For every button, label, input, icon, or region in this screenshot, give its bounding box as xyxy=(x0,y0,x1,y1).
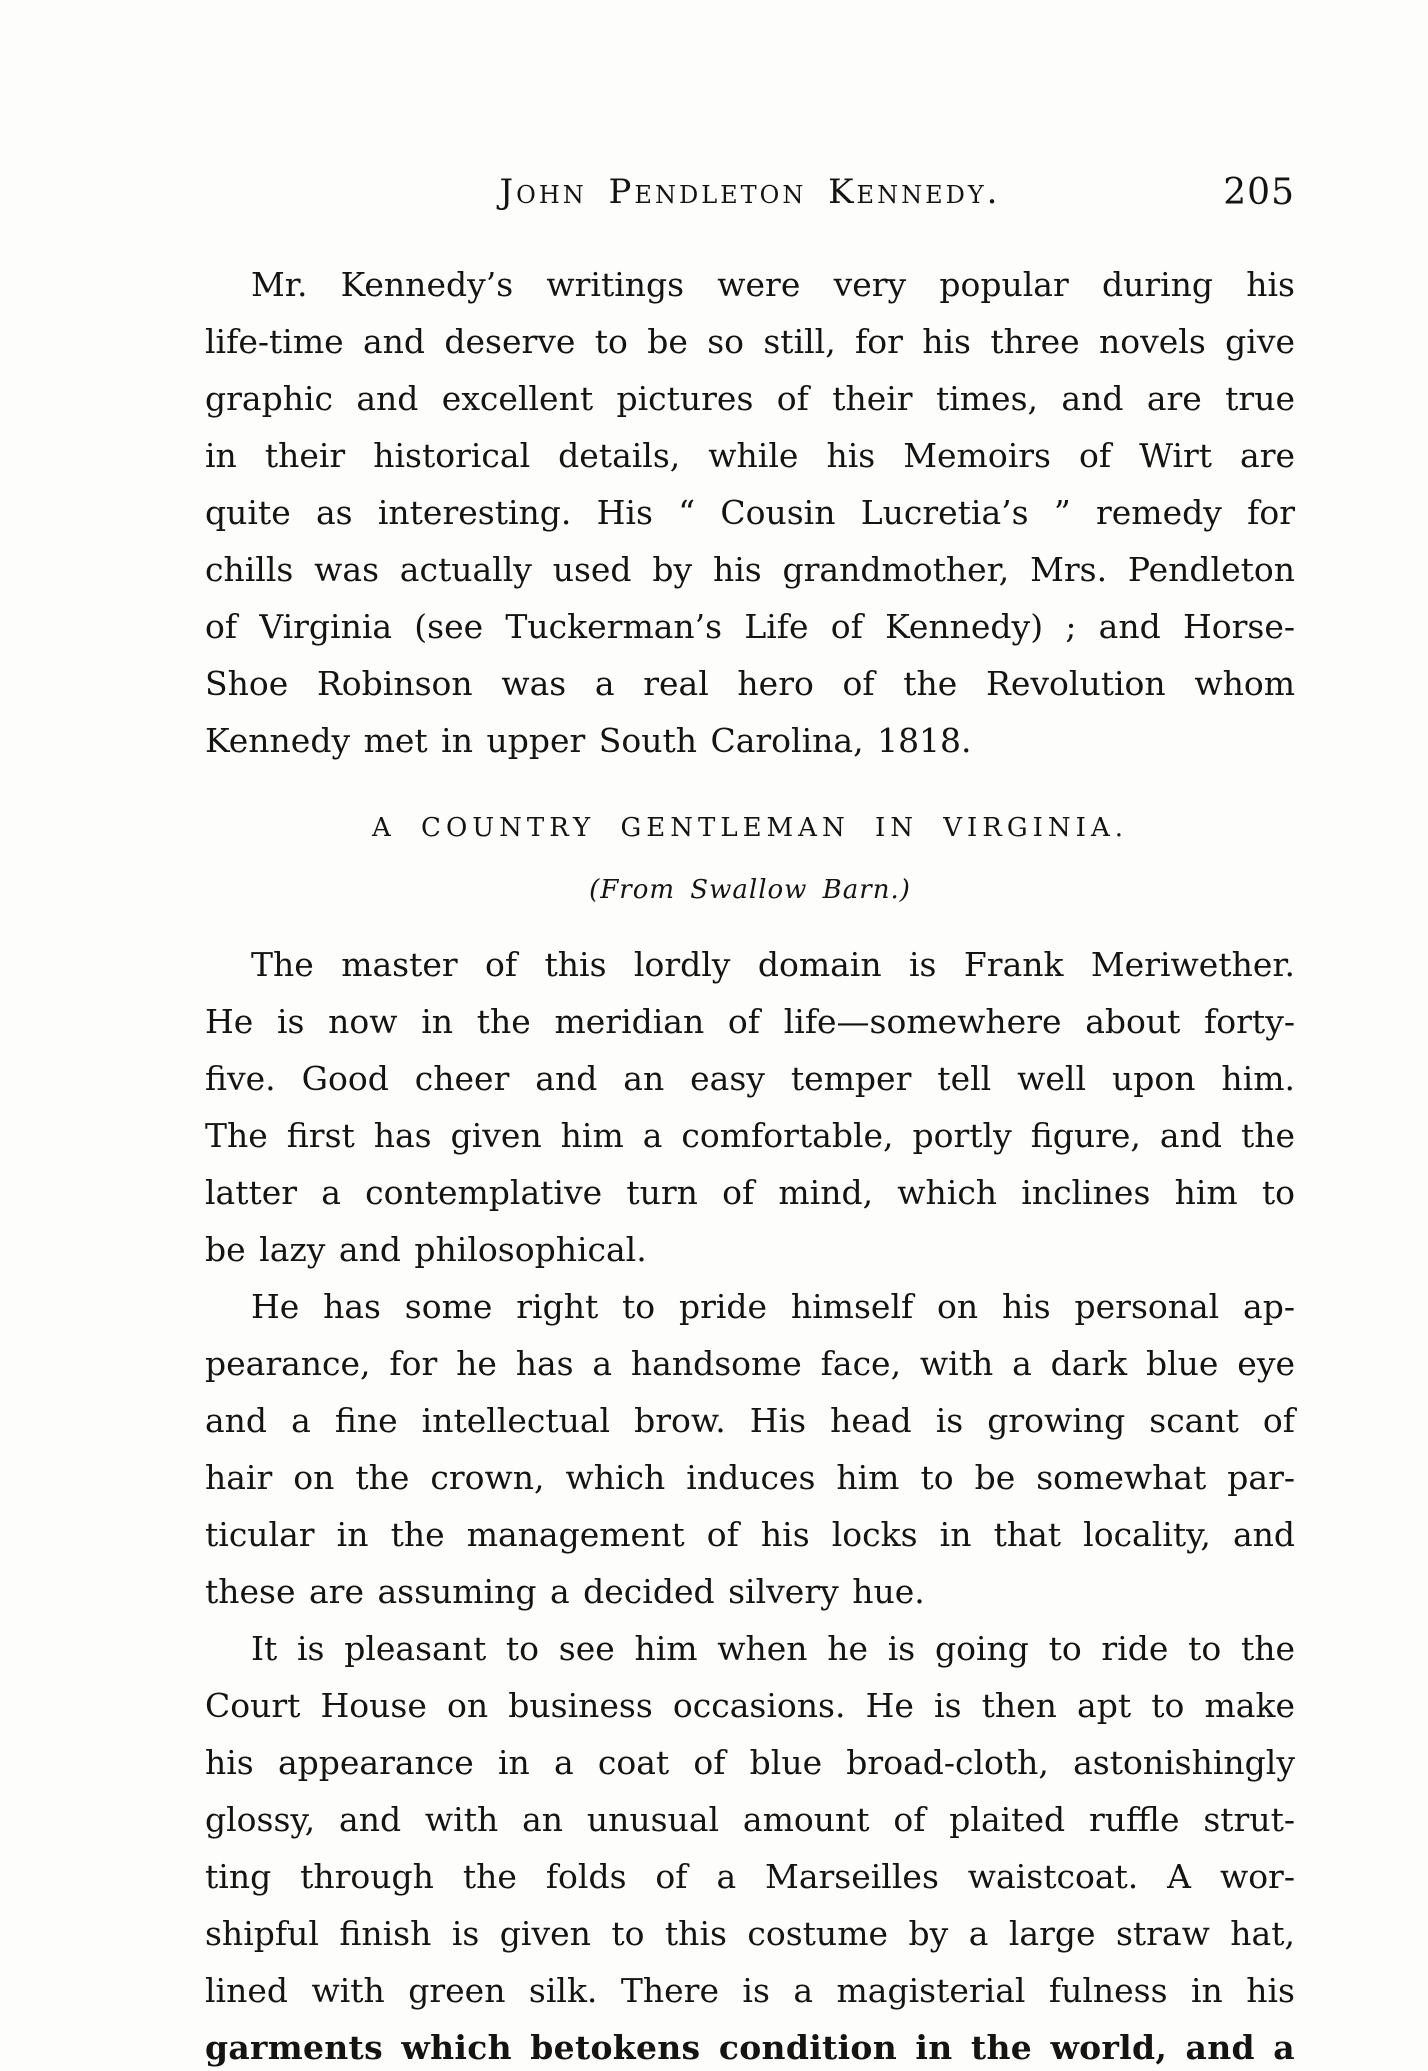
text-line: shipful finish is given to this costume by a large straw hat, xyxy=(205,1914,1295,1953)
text-line: garments which betokens condition in the world, and a xyxy=(205,2028,1295,2067)
text-line: these are assuming a decided silvery hue. xyxy=(205,1572,925,1611)
text-line: Shoe Robinson was a real hero of the Revolution whom xyxy=(205,664,1295,703)
section-attribution: (From Swallow Barn.) xyxy=(589,875,911,905)
text-line: five. Good cheer and an easy temper tell well upon him. xyxy=(205,1059,1295,1098)
text-line: quite as interesting. His “ Cousin Lucretia’s ” remedy for xyxy=(205,493,1295,532)
text-line: ticular in the management of his locks in that locality, and xyxy=(205,1515,1295,1554)
text-line: pearance, for he has a handsome face, with a dark blue eye xyxy=(205,1344,1295,1383)
page-number: 205 xyxy=(1223,172,1295,213)
text-line: glossy, and with an unusual amount of plaited ruffle strut- xyxy=(205,1800,1295,1839)
text-line: latter a contemplative turn of mind, which inclines him to xyxy=(205,1173,1295,1212)
text-line: his appearance in a coat of blue broad-cloth, astonishingly xyxy=(205,1743,1295,1782)
section-heading: A COUNTRY GENTLEMAN IN VIRGINIA. xyxy=(372,813,1128,843)
paragraph-personal-appearance xyxy=(205,1278,1295,1620)
text-line: hair on the crown, which induces him to be somewhat par- xyxy=(205,1458,1295,1497)
text-line: He is now in the meridian of life—somewhere about forty- xyxy=(205,1002,1295,1041)
text-line: He has some right to pride himself on his personal ap- xyxy=(251,1287,1295,1326)
text-line: and a fine intellectual brow. His head is growing scant of xyxy=(205,1401,1295,1440)
text-line: The master of this lordly domain is Frank Meriwether. xyxy=(251,945,1295,984)
text-line: Court House on business occasions. He is then apt to make xyxy=(205,1686,1295,1725)
paragraph-riding-to-court xyxy=(205,1620,1295,2071)
text-line: Mr. Kennedy’s writings were very popular during his xyxy=(251,265,1295,304)
text-line: life-time and deserve to be so still, for his three novels give xyxy=(205,322,1295,361)
text-line: of Virginia (see Tuckerman’s Life of Kennedy) ; and Horse- xyxy=(205,607,1295,646)
paragraph-master-of-domain xyxy=(205,936,1295,1278)
paragraph-kennedy-writings xyxy=(205,256,1295,769)
text-line: It is pleasant to see him when he is going to ride to the xyxy=(251,1629,1295,1668)
running-header xyxy=(205,172,1295,220)
text-block xyxy=(205,256,1295,2071)
text-line: The first has given him a comfortable, portly figure, and the xyxy=(205,1116,1295,1155)
text-line: in their historical details, while his Memoirs of Wirt are xyxy=(205,436,1295,475)
text-line: Kennedy met in upper South Carolina, 1818. xyxy=(205,721,972,760)
text-line: chills was actually used by his grandmother, Mrs. Pendleton xyxy=(205,550,1295,589)
running-header-title: John Pendleton Kennedy. xyxy=(499,172,1001,212)
text-line: graphic and excellent pictures of their times, and are true xyxy=(205,379,1295,418)
text-line: be lazy and philosophical. xyxy=(205,1230,647,1269)
text-line: ting through the folds of a Marseilles waistcoat. A wor- xyxy=(205,1857,1295,1896)
text-line: lined with green silk. There is a magisterial fulness in his xyxy=(205,1971,1295,2010)
